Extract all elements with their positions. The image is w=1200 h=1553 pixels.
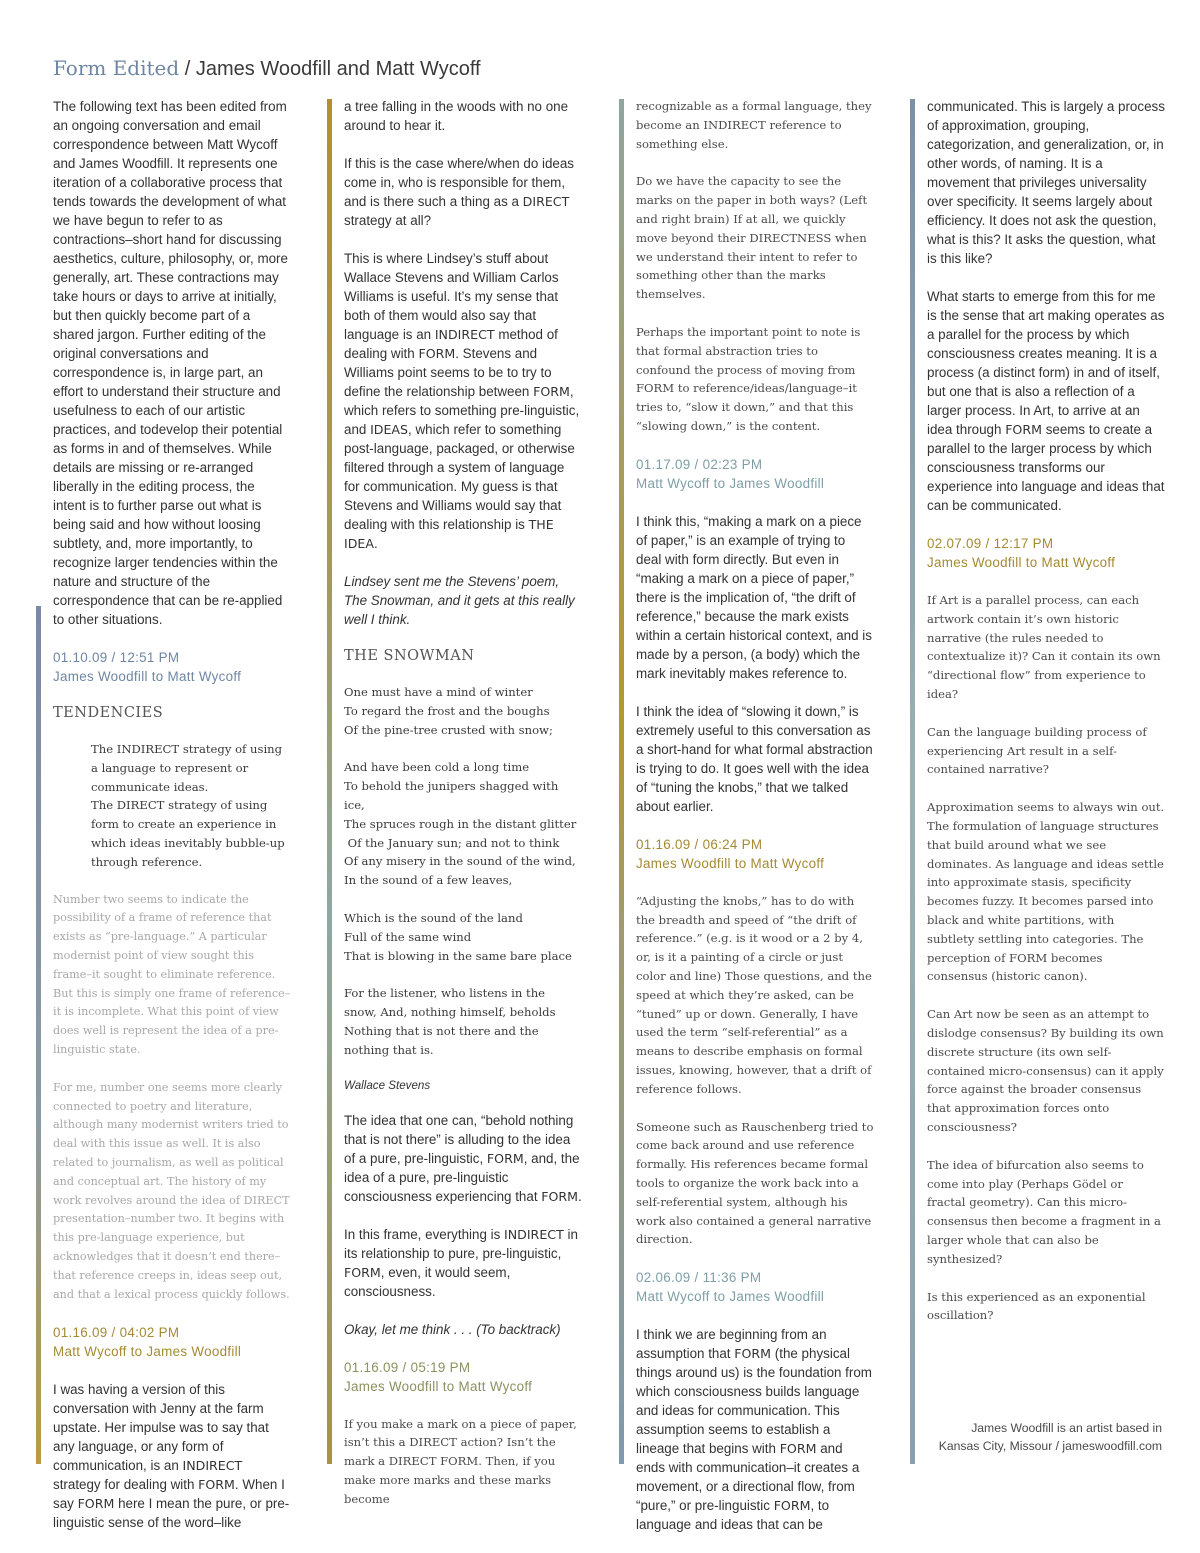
text-run: In this frame, everything is [344,1226,505,1242]
text-run: This is where Lindsey’s stuff about Wallace Stevens and William Carlos Williams is useful. It’s my sense that both of them would also say that language is an [344,251,559,342]
entry-date: 02.06.09 / 11:36 PM [636,1270,762,1286]
intro-paragraph: The following text has been edited from an ongoing conversation and email correspondence between Matt Wycoff and James Woodfill. It represents one iteration of a collaborative process that tends towards the development of what we have begun to refer to as contractions–short hand for discussing aesthetics, culture, philosophy, or, more generally, art. These contractions may take hours or days to arrive at initially, but then quickly become part of a shared jargon. Further editing of the original conversations and correspondence is, in large part, an effort to understand their structure and usefulness to each of our artistic practices, and todevelop their potential as forms in and of themselves. While details are missing or re-arranged liberally in the editing process, the intent is to further parse out what is being said and how without loosing subtlety, and, more importantly, to recognize larger tendencies within the nature and structure of the correspondence that can be re-applied to other situations. [53,99,288,627]
bar-col3 [619,99,624,1464]
column-1 [53,97,291,1551]
title-main: Form Edited [53,56,180,80]
body-paragraph [344,154,582,230]
serif-paragraph: Approximation seems to always win out. The formulation of language structures that build around what we see dominates. As language and ideas settle into approximate stasis, specificity becomes fuzzy. It becomes parsed into black and white partitions, with subtlety settling into categories. The perception of FORM becomes consensus (historic canon). [927,800,1165,984]
poem-stanza [344,683,582,739]
body-paragraph [344,1225,582,1301]
text-run: . Stevens and Williams point seems to be to try to define the relationship between [344,346,552,399]
serif-paragraph: recognizable as a formal language, they become an INDIRECT reference to something else. [636,99,872,151]
keyword: INDIRECT [434,327,495,342]
tendency-2: The DIRECT strategy of using form to create an experience in which ideas inevitably bubble-up through reference. [91,798,285,869]
poem-line: One must have a mind of winter [344,685,533,699]
text-run: , which refer to something post-language, packaged, or otherwise filtered through a system of language for communication. My guess is that Stevens and Williams would say that dealing with this relationship is [344,422,575,532]
article-title [53,56,481,81]
serif-paragraph: Do we have the capacity to see the marks on the paper in both ways? (Left and right brain) If at all, we quickly move beyond their DIRECTNESS when we understand their intent to refer to something other than the marks themselves. [636,174,868,302]
text-run: , even, it would seem, consciousness. [344,1264,511,1299]
text-run: , which refers to something pre-linguistic, and [344,384,580,437]
body-paragraph: a tree falling in the woods with no one around to hear it. [344,99,569,133]
keyword: FORM [1005,422,1042,437]
body-paragraph [927,287,1165,515]
entry-header [636,1268,874,1306]
keyword: FORM [344,1264,381,1280]
keyword: FORM [533,384,570,399]
serif-paragraph: Perhaps the important point to note is that formal abstraction tries to confound the process of moving from FORM to reference/ideas/language–it tries to, “slow it down,” and that this “slowing down,” is the content. [636,324,861,433]
entry-date: 01.16.09 / 04:02 PM [53,1325,180,1341]
text-run: . When I say [53,1477,285,1512]
text-run: in its relationship to pure, pre-linguistic, [344,1226,578,1261]
keyword: DIRECT [522,194,570,209]
poem-stanza [344,758,582,890]
entry-author: James Woodfill to Matt Wycoff [344,1378,533,1394]
text-run: , to language and ideas that can be [636,1498,830,1533]
poem-stanza [344,984,582,1059]
poem-line: That is blowing in the same bare place [344,948,572,963]
entry-date: 01.16.09 / 06:24 PM [636,836,763,852]
keyword: FORM [779,1441,817,1457]
entry-author: Matt Wycoff to James Woodfill [636,475,825,491]
bar-col4 [910,99,915,1464]
poem-line: The spruces rough in the distant glitter [344,816,577,831]
text-run: seems to create a parallel to the larger process by which consciousness transforms our experience into language and ideas that can be communicated. [927,422,1165,513]
poem-stanza [344,909,582,965]
bar-col2 [327,99,332,1464]
body-paragraph [344,1111,582,1206]
tendency-1: The INDIRECT strategy of using a language to represent or communicate ideas. [91,742,283,794]
text-run: strategy for dealing with [53,1477,199,1493]
text-run: (the physical things around us) is the foundation from which consciousness builds language and ideas for communication. This assumption seems to establish a lineage that begins with [636,1346,872,1457]
text-run: The idea that one can, “behold nothing that is not there” is alluding to the idea of a pure, pre-linguistic, [344,1112,574,1166]
poem-line: snow, And, nothing himself, beholds [344,1005,556,1020]
poem-line: Which is the sound of the land [344,910,523,925]
keyword: FORM [486,1150,524,1166]
serif-paragraph: Is this experienced as an exponential oscillation? [927,1289,1146,1323]
poem-line: And have been cold a long time [344,760,530,775]
italic-note: Lindsey sent me the Stevens’ poem, The Snowman, and it gets at this really well I think. [344,574,575,627]
entry-header [53,1323,291,1361]
entry-author: James Woodfill to Matt Wycoff [927,555,1116,570]
body-paragraph: I think this, “making a mark on a piece of paper,” is an example of trying to deal with form directly. But even in “making a mark on a piece of paper,” there is the implication of, “the drift of reference,” because the mark exists within a certain historical context, and is made by a person, (a body) which the mark inevitably makes reference to. [636,513,872,681]
entry-author: James Woodfill to Matt Wycoff [53,669,242,684]
text-run: If this is the case where/when do ideas come in, who is responsible for them, and is there such a thing as a [344,156,575,209]
entry-author: James Woodfill to Matt Wycoff [636,855,825,871]
poem-line: Of the January sun; and not to think [344,835,560,850]
poem-line: To regard the frost and the boughs [344,703,550,718]
text-run: , and, the idea of a pure, pre-linguistic consciousness experiencing that [344,1150,580,1204]
serif-paragraph: “Adjusting the knobs,” has to do with the breadth and speed of “the drift of reference.” (e.g. is it wood or a 2 by 4, or, is it a painting of a circle or just color and line) Those questions, and the speed at which they’re asked, can be “tuned” up or down. Generally, I have used the term “self-referential” as a means to describe emphasis on formal issues, knowing, however, that a drift of reference follows. [636,893,872,1096]
column-4 [927,97,1165,1344]
keyword: FORM [418,346,456,361]
poem-line: Full of the same wind [344,929,472,944]
keyword: THE IDEA [344,517,554,551]
light-paragraph: Number two seems to indicate the possibility of a frame of reference that exists as “pre-language.” A particular modernist point of view sought this frame–it sought to eliminate reference. But this is simply one frame of reference–it is incomplete. What this point of view does well is represent the idea of a pre-linguistic state. [53,892,291,1056]
text-run: method of dealing with [344,327,558,361]
keyword: FORM [77,1496,115,1512]
keyword: FORM [541,1188,579,1204]
text-run: . [373,536,378,551]
text-run: I think we are beginning from an assumption that [636,1327,827,1362]
serif-paragraph: If you make a mark on a piece of paper, isn’t this a DIRECT action? Isn’t the mark a DIRECT FORM. Then, if you make more marks and these marks become [344,1416,577,1506]
text-run: here I mean the pure, or pre-linguistic sense of the word–like [53,1496,290,1531]
tendencies-list [91,740,291,872]
keyword: INDIRECT [504,1226,564,1242]
entry-header [636,455,874,493]
entry-author: Matt Wycoff to James Woodfill [636,1289,825,1305]
poem-title: THE SNOWMAN [344,648,475,664]
section-heading: TENDENCIES [53,705,164,721]
bio-line: James Woodfill is an artist based in [971,1421,1162,1435]
bio-line: Kansas City, Missour / jameswoodfill.com [938,1439,1162,1453]
entry-header [636,835,874,873]
bar-col1 [36,606,41,1464]
serif-paragraph: Someone such as Rauschenberg tried to come back around and use reference formally. His references became formal tools to organize the work back into a self-referential system, although his work also contained a general narrative direction. [636,1119,874,1247]
keyword: INDIRECT [182,1458,243,1474]
keyword: IDEAS [370,422,409,437]
column-2 [344,97,582,1528]
poem-line: For the listener, who listens in the [344,986,546,1001]
body-paragraph [636,1325,874,1534]
serif-paragraph: If Art is a parallel process, can each artwork contain it’s own historic narrative (the rules needed to contextualize it)? Can it contain its own “directional flow” from experience to idea? [927,593,1161,701]
poem-author: Wallace Stevens [344,1078,431,1092]
entry-header [927,534,1165,572]
keyword: FORM [198,1477,235,1493]
body-paragraph [344,249,582,553]
entry-date: 01.17.09 / 02:23 PM [636,456,763,472]
entry-date: 01.10.09 / 12:51 PM [53,650,180,665]
poem-line: Nothing that is not there and the [344,1023,539,1038]
keyword: FORM [734,1346,772,1362]
poem-line: In the sound of a few leaves, [344,873,513,888]
text-run: and ends with communication–it creates a movement, or a directional flow, from “pure,” or pre-linguistic [636,1441,860,1514]
keyword: FORM [773,1498,811,1514]
text-run: What starts to emerge from this for me is the sense that art making operates as a parallel for the process by which consciousness creates meaning. It is a process (a distinct form) in and of itself, but one that is also a reflection of a larger process. In Art, to arrive at an idea through [927,289,1165,437]
entry-date: 01.16.09 / 05:19 PM [344,1359,471,1375]
text-run: strategy at all? [344,213,432,228]
light-paragraph: For me, number one seems more clearly connected to poetry and literature, although many modernist writers tried to deal with this issue as well. It is also related to journalism, as well as political and conceptual art. The history of my work revolves around the idea of DIRECT presentation–number two. It begins with this pre-language experience, but acknowledges that it doesn’t end there–that reference creeps in, ideas seep out, and that a lexical process quickly follows. [53,1080,290,1301]
column-3 [636,97,874,1553]
body-paragraph: I think the idea of “slowing it down,” is extremely useful to this conversation as a short-hand for what formal abstraction is trying to do. It goes well with the idea of “tuning the knobs,” that we talked about earlier. [636,703,873,814]
italic-note: Okay, let me think . . . (To backtrack) [344,1321,561,1337]
serif-paragraph: Can the language building process of experiencing Art result in a self-contained narrative? [927,724,1147,777]
title-authors: / James Woodfill and Matt Wycoff [179,58,481,80]
entry-header [53,648,291,686]
body-paragraph: communicated. This is largely a process of approximation, grouping, categorization, and generalization, or, in other words, of naming. It is a movement that privileges universality over specificity. It seems largely about efficiency. It does not ask the question, what is this? It asks the question, what is this like? [927,99,1165,266]
entry-date: 02.07.09 / 12:17 PM [927,536,1054,551]
text-run: . [578,1188,582,1204]
poem-line: Of the pine-tree crusted with snow; [344,722,553,737]
poem-line: To behold the junipers shagged with ice, [344,779,559,812]
poem-line: Of any misery in the sound of the wind, [344,854,576,869]
serif-paragraph: The idea of bifurcation also seems to come into play (Perhaps Gödel or fractal geometry). Can this micro-consensus then become a fragment in a larger whole that can also be synthesized? [927,1157,1161,1266]
entry-author: Matt Wycoff to James Woodfill [53,1344,242,1360]
entry-header [344,1358,582,1396]
serif-paragraph: Can Art now be seen as an attempt to dislodge consensus? By building its own discrete structure (its own self-contained micro-consensus) can it apply force against the broader consensus that approximation forces onto consciousness? [927,1007,1164,1134]
text-run: I was having a version of this conversation with Jenny at the farm upstate. Her impulse was to say that any language, or any form of communication, is an [53,1382,269,1474]
author-bio [900,1419,1162,1455]
poem-line: nothing that is. [344,1042,434,1057]
body-paragraph [53,1380,291,1532]
